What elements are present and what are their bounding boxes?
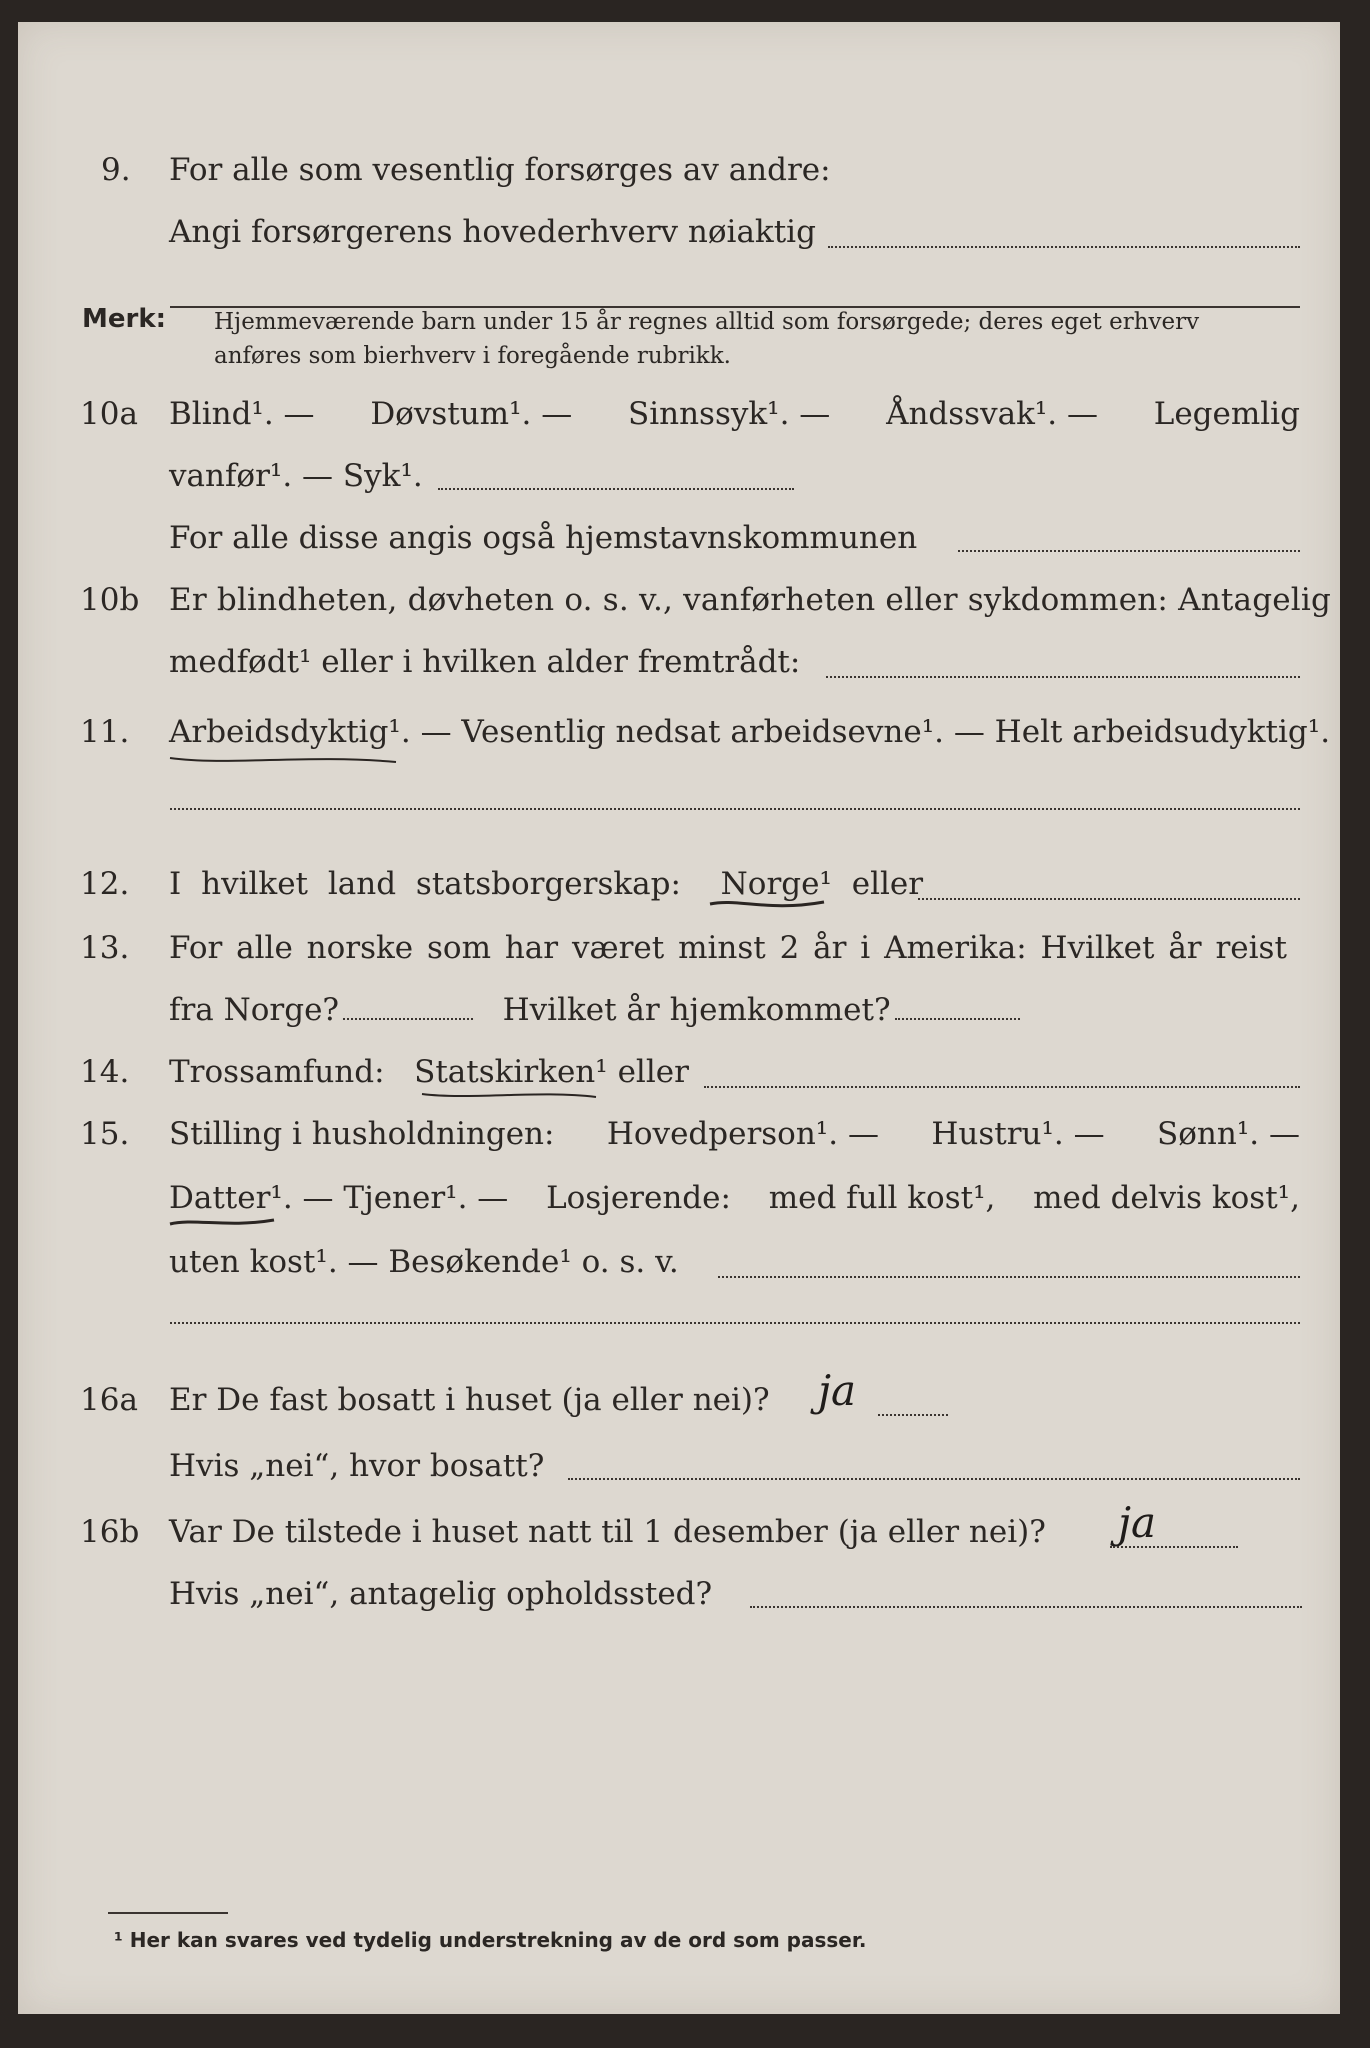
- option-legemlig: Legemlig: [1153, 396, 1300, 432]
- question-number: 16a: [80, 1382, 138, 1418]
- question-text: medfødt¹ eller i hvilken alder fremtrådt:: [169, 644, 801, 680]
- underline-mark: [420, 1088, 600, 1108]
- note-label: Merk:: [82, 304, 167, 334]
- question-text: [169, 990, 1020, 1030]
- question-label: Trossamfund:: [169, 1054, 385, 1090]
- question-number: 10b: [80, 582, 140, 618]
- question-text: For alle disse angis også hjemstavnskommunen: [169, 520, 918, 556]
- answer-field-11[interactable]: [170, 808, 1300, 810]
- question-text: Er De fast bosatt i huset (ja eller nei)?: [169, 1382, 770, 1418]
- footnote: ¹ Her kan svares ved tydelig understrekning av de ord som passer.: [114, 1928, 867, 1952]
- answer-field-16b[interactable]: [1110, 1546, 1238, 1548]
- answer-field-hjemstavn[interactable]: [958, 550, 1300, 552]
- question-text: vanfør¹. — Syk¹.: [169, 458, 423, 494]
- answer-field-10b[interactable]: [826, 676, 1300, 678]
- question-number: 16b: [80, 1514, 140, 1550]
- answer-field-9[interactable]: [828, 246, 1300, 248]
- option-losjerende: Losjerende:: [546, 1180, 731, 1216]
- answer-field-hjemkommet[interactable]: [895, 1010, 1020, 1020]
- question-label: eller: [851, 866, 924, 902]
- question-text: Angi forsørgerens hovederhverv nøiaktig: [169, 214, 816, 250]
- underline-mark: [168, 1214, 278, 1234]
- handwritten-answer-16a[interactable]: ja: [818, 1366, 857, 1415]
- question-number: 14.: [80, 1054, 130, 1090]
- option-sinnssyk: Sinnssyk¹. —: [627, 396, 831, 432]
- answer-field-12[interactable]: [918, 898, 1300, 900]
- question-number: 12.: [80, 866, 130, 902]
- option-blind: Blind¹. —: [169, 396, 315, 432]
- underline-mark: [708, 896, 828, 916]
- question-text: [169, 1178, 1300, 1218]
- question-text: [169, 1114, 1300, 1154]
- question-text: For alle norske som har været minst 2 år i Amerika: Hvilket år reist: [169, 930, 1287, 966]
- question-label: fra Norge?: [169, 992, 340, 1028]
- note-text: anføres som bierhverv i foregående rubrikk.: [214, 343, 731, 369]
- question-label: eller: [617, 1054, 689, 1090]
- divider: [170, 1322, 1300, 1324]
- answer-field-15[interactable]: [718, 1276, 1300, 1278]
- answer-field-16a-bosatt[interactable]: [568, 1478, 1300, 1480]
- question-text: Er blindheten, døvheten o. s. v., vanførheten eller sykdommen: Antagelig: [169, 582, 1332, 618]
- option-hovedperson: Hovedperson¹. —: [606, 1116, 879, 1152]
- answer-field-10a[interactable]: [438, 488, 794, 490]
- option-delvis-kost: med delvis kost¹,: [1033, 1180, 1300, 1216]
- question-number: 13.: [80, 930, 130, 966]
- option-norge: Norge¹: [720, 866, 832, 902]
- question-text: Var De tilstede i huset natt til 1 desember (ja eller nei)?: [169, 1514, 1046, 1550]
- question-number: 11.: [80, 714, 130, 750]
- answer-field-16a[interactable]: [878, 1414, 948, 1416]
- option-rest: — Vesentlig nedsat arbeidsevne¹. — Helt arbeidsudyktig¹.: [420, 714, 1331, 750]
- question-number: 10a: [80, 396, 138, 432]
- handwritten-answer-16b[interactable]: ja: [1118, 1498, 1157, 1547]
- option-full-kost: med full kost¹,: [768, 1180, 996, 1216]
- question-text: uten kost¹. — Besøkende¹ o. s. v.: [169, 1244, 679, 1280]
- answer-field-16b-opholdssted[interactable]: [750, 1606, 1302, 1608]
- note-text: Hjemmeværende barn under 15 år regnes alltid som forsørgede; deres eget erhverv: [214, 309, 1200, 335]
- option-datter-tjener: Datter¹. — Tjener¹. —: [169, 1180, 509, 1216]
- question-text: [169, 712, 1331, 752]
- option-andssvak: Åndssvak¹. —: [886, 396, 1098, 432]
- footnote-rule: [108, 1912, 228, 1914]
- underline-mark: [168, 752, 398, 772]
- option-sonn: Sønn¹. —: [1157, 1116, 1300, 1152]
- question-text: [169, 1052, 689, 1092]
- question-label: Stilling i husholdningen:: [169, 1116, 555, 1152]
- answer-field-reist[interactable]: [343, 1010, 473, 1020]
- census-form-page: [18, 22, 1340, 2014]
- option-dovstum: Døvstum¹. —: [370, 396, 573, 432]
- question-text: For alle som vesentlig forsørges av andre:: [169, 152, 831, 188]
- question-number: 9.: [101, 152, 131, 188]
- question-text: Hvis „nei“, hvor bosatt?: [169, 1448, 545, 1484]
- question-number: 15.: [80, 1116, 130, 1152]
- option-hustru: Hustru¹. —: [931, 1116, 1105, 1152]
- option-statskirken: Statskirken¹: [414, 1054, 608, 1090]
- question-label: Hvilket år hjemkommet?: [502, 992, 891, 1028]
- option-arbeidsdyktig: Arbeidsdyktig¹.: [169, 714, 411, 750]
- question-text: [169, 394, 1300, 434]
- answer-field-14[interactable]: [704, 1086, 1300, 1088]
- question-text: Hvis „nei“, antagelig opholdssted?: [169, 1576, 713, 1612]
- question-label: I hvilket land statsborgerskap:: [169, 866, 681, 902]
